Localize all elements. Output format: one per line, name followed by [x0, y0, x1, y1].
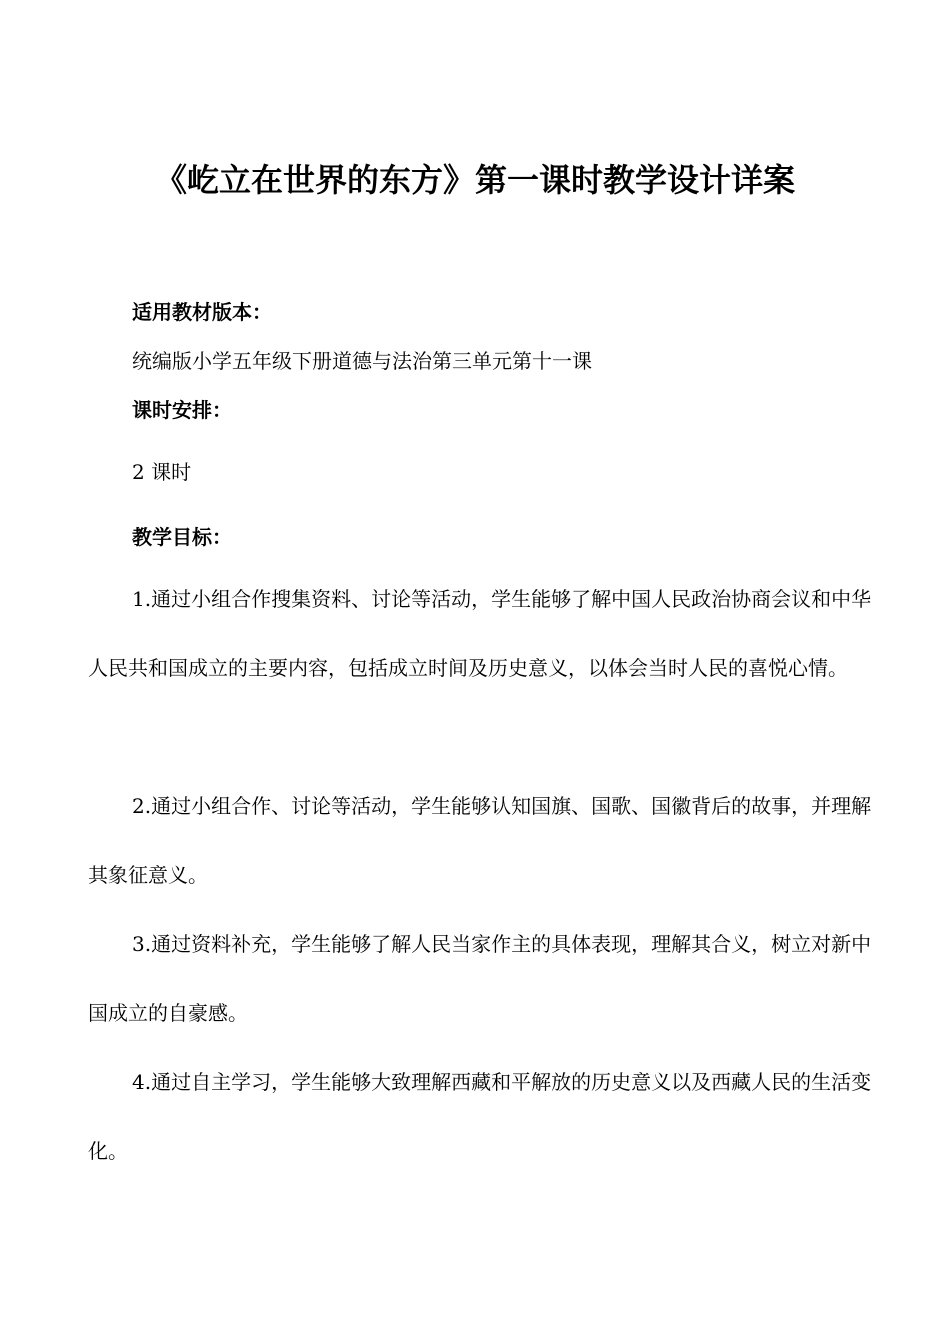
- objective-item-4: 4.通过自主学习，学生能够大致理解西藏和平解放的历史意义以及西藏人民的生活变化。: [88, 1070, 872, 1163]
- objective-item-2: 2.通过小组合作、讨论等活动，学生能够认知国旗、国歌、国徽背后的故事，并理解其象征意义。: [88, 794, 872, 887]
- schedule-value: 2 课时: [132, 460, 192, 484]
- document-title: 《屹立在世界的东方》第一课时教学设计详案: [154, 161, 795, 199]
- objectives-label: 教学目标：: [132, 525, 232, 549]
- objective-item-1: 1.通过小组合作搜集资料、讨论等活动，学生能够了解中国人民政治协商会议和中华人民共和国成立的主要内容，包括成立时间及历史意义，以体会当时人民的喜悦心情。: [88, 587, 872, 680]
- schedule-label: 课时安排：: [132, 398, 232, 422]
- edition-label: 适用教材版本：: [132, 300, 272, 324]
- objective-item-3: 3.通过资料补充，学生能够了解人民当家作主的具体表现，理解其合义，树立对新中国成立的自豪感。: [88, 932, 872, 1025]
- edition-value: 统编版小学五年级下册道德与法治第三单元第十一课: [132, 349, 592, 373]
